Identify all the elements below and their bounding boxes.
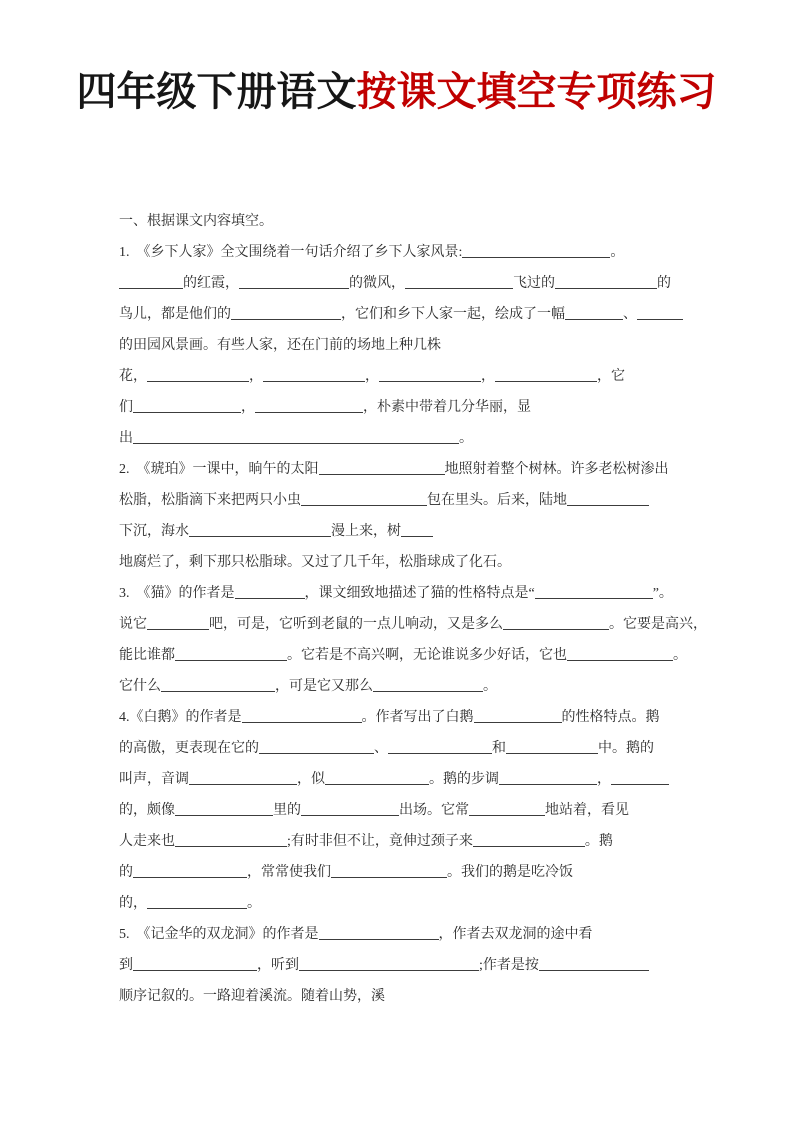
text-run: 顺序记叙的。一路迎着溪流。随着山势，溪 <box>119 989 385 1004</box>
fill-blank <box>255 399 363 413</box>
fill-blank <box>239 275 349 289</box>
fill-blank <box>147 616 209 630</box>
text-run: 能比谁都 <box>119 648 175 663</box>
document-body <box>119 206 707 1012</box>
text-run: 地照射着整个树林。许多老松树渗出 <box>444 462 669 477</box>
text-run: 鸟儿，都是他们的 <box>119 307 231 322</box>
text-run: 说它 <box>119 617 147 632</box>
text-run: 的微风， <box>349 276 405 291</box>
text-run: 的红霞， <box>183 276 239 291</box>
text-line <box>119 454 681 485</box>
text-run: 吧，可是，它听到老鼠的一点儿响动，又是多么 <box>209 617 503 632</box>
fill-blank <box>133 864 247 878</box>
text-line <box>119 237 681 268</box>
text-run: 下沉，海水 <box>119 524 189 539</box>
fill-blank <box>405 275 513 289</box>
fill-blank <box>161 678 275 692</box>
fill-blank <box>462 244 610 258</box>
fill-blank <box>473 833 585 847</box>
text-run: 飞过的 <box>513 276 555 291</box>
text-run: 它什么 <box>119 679 161 694</box>
fill-blank <box>235 585 305 599</box>
text-run: 们 <box>119 400 133 415</box>
fill-blank <box>373 678 483 692</box>
text-run: ，作者去双龙洞的途中看 <box>438 927 593 942</box>
text-run: 。 <box>673 648 687 663</box>
text-run: ， <box>249 369 263 384</box>
text-line <box>119 950 681 981</box>
text-run: 。鹅 <box>584 834 613 849</box>
text-line <box>119 795 681 826</box>
title-red-part: 按课文填空专项练习 <box>356 70 717 114</box>
text-run: 。它若是不高兴啊，无论谁说多少好话，它也 <box>287 648 567 663</box>
text-line <box>119 857 681 888</box>
fill-blank <box>506 740 598 754</box>
fill-blank <box>133 957 257 971</box>
text-line <box>119 547 681 578</box>
text-run: 叫声，音调 <box>119 772 189 787</box>
fill-blank <box>637 306 683 320</box>
fill-blank <box>611 771 669 785</box>
fill-blank <box>567 647 673 661</box>
text-run: 松脂，松脂滴下来把两只小虫 <box>119 493 301 508</box>
text-run: 漫上来，树 <box>331 524 401 539</box>
text-line <box>119 578 681 609</box>
fill-blank <box>259 740 374 754</box>
text-line <box>119 423 681 454</box>
fill-blank <box>133 430 459 444</box>
fill-blank <box>231 306 341 320</box>
page-title <box>0 64 793 120</box>
text-line <box>119 888 681 919</box>
text-run: ，常常使我们 <box>247 865 331 880</box>
text-line <box>119 764 681 795</box>
fill-blank <box>388 740 492 754</box>
text-run: 人走来也 <box>119 834 175 849</box>
text-run: ，可是它又那么 <box>275 679 373 694</box>
text-run: 2. 《琥珀》一课中，晌午的太阳 <box>119 462 319 477</box>
text-run: 和 <box>492 741 506 756</box>
fill-blank <box>299 957 479 971</box>
text-run: 的， <box>119 896 147 911</box>
text-run: 的性格特点。鹅 <box>561 710 660 725</box>
text-run: 地腐烂了，剩下那只松脂球。又过了几千年，松脂球成了化石。 <box>119 555 511 570</box>
fill-blank <box>401 523 433 537</box>
fill-blank <box>379 368 481 382</box>
text-run: 。 <box>483 679 497 694</box>
text-run: 出 <box>119 431 133 446</box>
text-run: 1. 《乡下人家》全文围绕着一句话介绍了乡下人家风景: <box>119 245 463 260</box>
fill-blank <box>263 368 365 382</box>
fill-blank <box>175 833 287 847</box>
fill-blank <box>189 523 331 537</box>
text-run: ， <box>481 369 495 384</box>
text-line <box>119 361 681 392</box>
text-line <box>119 609 707 640</box>
fill-blank <box>319 926 439 940</box>
text-run: 的 <box>119 865 133 880</box>
text-run: 、 <box>623 307 637 322</box>
text-run: 花， <box>119 369 147 384</box>
text-line <box>119 516 681 547</box>
fill-blank <box>539 957 649 971</box>
text-run: ，听到 <box>257 958 299 973</box>
text-run: 地站着，看见 <box>545 803 629 818</box>
text-line <box>119 485 681 516</box>
text-run: 。鹅的步调 <box>429 772 499 787</box>
text-line <box>119 733 681 764</box>
text-run: 。 <box>247 896 261 911</box>
text-run: ，似 <box>297 772 325 787</box>
fill-blank <box>565 306 623 320</box>
fill-blank <box>133 399 241 413</box>
text-line <box>119 981 681 1012</box>
fill-blank <box>469 802 545 816</box>
fill-blank <box>175 802 273 816</box>
text-line <box>119 392 681 423</box>
text-run: 的高傲，更表现在它的 <box>119 741 259 756</box>
text-run: 。作者写出了白鹅 <box>361 710 474 725</box>
text-run: 5. 《记金华的双龙洞》的作者是 <box>119 927 319 942</box>
fill-blank <box>119 275 183 289</box>
text-run: 。 <box>459 431 473 446</box>
text-run: 、 <box>374 741 388 756</box>
text-run: ， <box>241 400 255 415</box>
text-run: ;有时非但不让，竟伸过颈子来 <box>287 834 473 849</box>
fill-blank <box>499 771 597 785</box>
fill-blank <box>147 895 247 909</box>
fill-blank <box>474 709 562 723</box>
fill-blank <box>325 771 429 785</box>
text-run: ，朴素中带着几分华丽，显 <box>363 400 531 415</box>
text-line <box>119 330 681 361</box>
text-run: ， <box>597 772 611 787</box>
text-line <box>119 268 681 299</box>
fill-blank <box>555 275 657 289</box>
fill-blank <box>567 492 649 506</box>
text-run: 3. 《猫》的作者是 <box>119 586 235 601</box>
document-lines <box>119 237 707 1012</box>
text-run: 包在里头。后来，陆地 <box>427 493 567 508</box>
text-run: 到 <box>119 958 133 973</box>
fill-blank <box>301 492 427 506</box>
text-run: 里的 <box>273 803 301 818</box>
section-heading: 一、根据课文内容填空。 <box>119 214 273 229</box>
fill-blank <box>242 709 362 723</box>
text-run: ”。 <box>652 586 673 601</box>
text-run: 。它要是高兴， <box>609 617 707 632</box>
fill-blank <box>535 585 653 599</box>
text-run: ， <box>365 369 379 384</box>
text-run: ;作者是按 <box>479 958 539 973</box>
text-line <box>119 299 681 330</box>
text-run: 。 <box>610 245 625 260</box>
text-line <box>119 702 681 733</box>
text-run: 的田园风景画。有些人家，还在门前的场地上种几株 <box>119 338 441 353</box>
fill-blank <box>175 647 287 661</box>
fill-blank <box>503 616 609 630</box>
fill-blank <box>331 864 447 878</box>
text-run: 中。鹅的 <box>598 741 654 756</box>
text-line <box>119 640 687 671</box>
text-run: ，课文细致地描述了猫的性格特点是“ <box>304 586 535 601</box>
text-line <box>119 826 681 857</box>
text-run: 4.《白鹅》的作者是 <box>119 710 242 725</box>
fill-blank <box>189 771 297 785</box>
title-black-part: 四年级下册语文 <box>76 70 357 114</box>
text-run: 出场。它常 <box>399 803 469 818</box>
text-run: 的，颇像 <box>119 803 175 818</box>
text-line <box>119 919 681 950</box>
text-run: ，它们和乡下人家一起，绘成了一幅 <box>341 307 565 322</box>
text-run: 。我们的鹅是吃冷饭 <box>447 865 573 880</box>
fill-blank <box>147 368 249 382</box>
text-run: ，它 <box>597 369 625 384</box>
text-run: 的 <box>657 276 671 291</box>
fill-blank <box>301 802 399 816</box>
text-line <box>119 671 681 702</box>
fill-blank <box>319 461 445 475</box>
fill-blank <box>495 368 597 382</box>
